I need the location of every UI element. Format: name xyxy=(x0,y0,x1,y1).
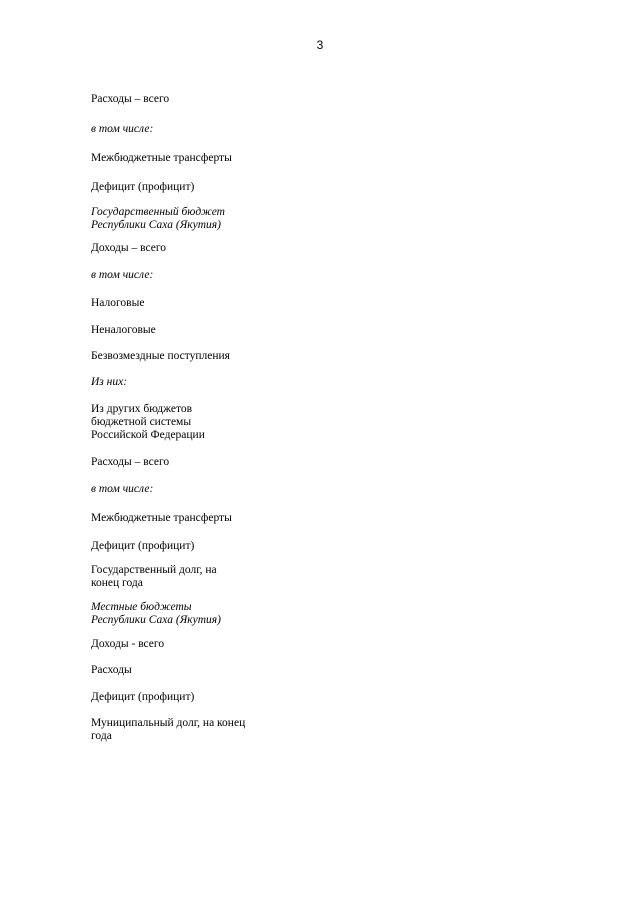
line-item-non-tax: Неналоговые xyxy=(91,324,156,336)
line-item-expenses: Расходы xyxy=(91,664,132,676)
line-item-interbudget-transfers: Межбюджетные трансферты xyxy=(91,512,232,524)
line-item-revenue-total: Доходы – всего xyxy=(91,242,167,254)
line-item-municipal-debt: Муниципальный долг, на конец года xyxy=(91,717,246,742)
line-item-deficit: Дефицит (профицит) xyxy=(91,691,195,703)
section-heading-state-budget: Государственный бюджет Республики Саха (Якутия) xyxy=(91,206,225,231)
document-body xyxy=(91,93,351,743)
line-item-expenses-total: Расходы – всего xyxy=(91,93,170,105)
line-item-revenue-total: Доходы - всего xyxy=(91,638,165,650)
line-item-including: в том числе: xyxy=(91,123,154,135)
line-item-including: в том числе: xyxy=(91,269,154,281)
line-item-interbudget-transfers: Межбюджетные трансферты xyxy=(91,152,232,164)
line-item-of-which: Из них: xyxy=(91,376,128,388)
line-item-deficit: Дефицит (профицит) xyxy=(91,540,195,552)
page-number: 3 xyxy=(316,38,324,52)
line-item-state-debt: Государственный долг, на конец года xyxy=(91,564,217,589)
line-item-expenses-total: Расходы – всего xyxy=(91,456,170,468)
line-item-from-other-budgets: Из других бюджетов бюджетной системы Российской Федерации xyxy=(91,403,205,441)
line-item-tax: Налоговые xyxy=(91,297,145,309)
line-item-gratuitous-receipts: Безвозмездные поступления xyxy=(91,350,230,362)
line-item-including: в том числе: xyxy=(91,483,154,495)
section-heading-local-budgets: Местные бюджеты Республики Саха (Якутия) xyxy=(91,601,221,626)
line-item-deficit: Дефицит (профицит) xyxy=(91,181,195,193)
